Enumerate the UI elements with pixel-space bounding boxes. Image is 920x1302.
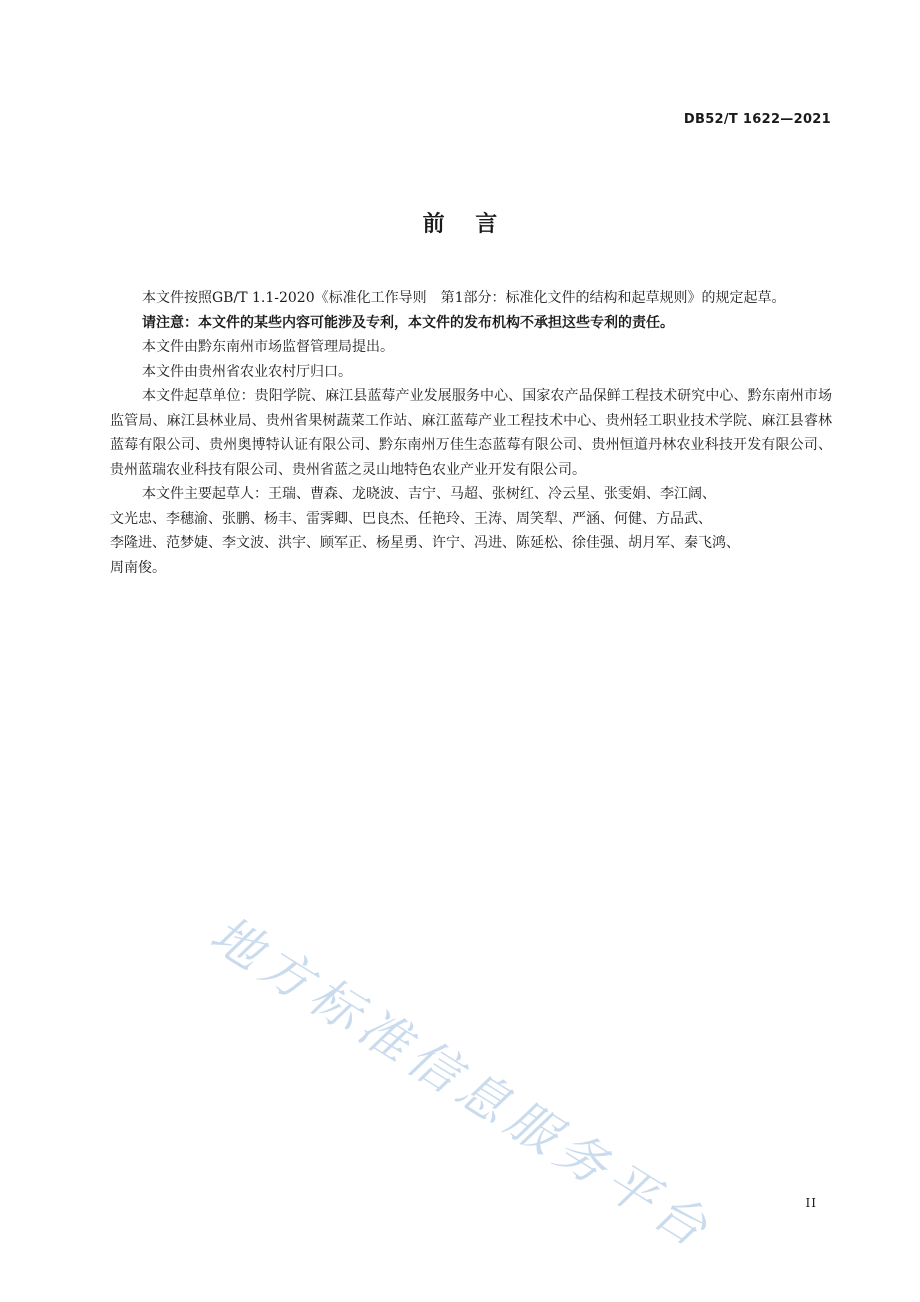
standard-code: DB52/T 1622—2021 — [683, 112, 831, 127]
drafters-line: 李隆进、范梦婕、李文波、洪宇、顾军正、杨星勇、许宁、冯进、陈延松、徐佳强、胡月军、秦飞鸿、 — [110, 535, 740, 551]
watermark: 地方标准信息服务平台 — [200, 904, 724, 1262]
paragraph-standard-basis: 本文件按照GB/T 1.1-2020《标准化工作导则 第1部分：标准化文件的结构和起草规则》的规定起草。 — [142, 290, 786, 306]
page-title: 前 言 — [422, 212, 498, 237]
drafters-line: 周南俊。 — [110, 559, 166, 576]
paragraph-drafters — [110, 482, 832, 580]
foreword-body — [110, 286, 832, 580]
paragraph-proposer: 本文件由黔东南州市场监督管理局提出。 — [142, 339, 394, 355]
paragraph-patent-notice: 请注意：本文件的某些内容可能涉及专利，本文件的发布机构不承担这些专利的责任。 — [142, 314, 674, 331]
paragraph-centralized-unit: 本文件由贵州省农业农村厅归口。 — [142, 363, 352, 380]
paragraph-drafting-units: 本文件起草单位：贵阳学院、麻江县蓝莓产业发展服务中心、国家农产品保鲜工程技术研究中心、黔东南州市场监管局、麻江县林业局、贵州省果树蔬菜工作站、麻江蓝莓产业工程技术中心、贵州轻工职业技术学院、麻江县睿林蓝莓有限公司、贵州奥博特认证有限公司、黔东南州万佳生态蓝莓有限公司、贵州恒道丹林农业科技开发有限公司、贵州蓝瑞农业科技有限公司、贵州省蓝之灵山地特色农业产业开发有限公司。 — [110, 388, 832, 478]
drafters-line: 本文件主要起草人：王瑞、曹森、龙晓波、吉宁、马超、张树红、冷云星、张雯娟、李江阔、 — [142, 486, 716, 502]
drafters-line: 文光忠、李穗渝、张鹏、杨丰、雷霁卿、巴良杰、任艳玲、王涛、周笑犁、严涵、何健、方品武、 — [110, 510, 712, 527]
page-number: II — [805, 1196, 817, 1210]
